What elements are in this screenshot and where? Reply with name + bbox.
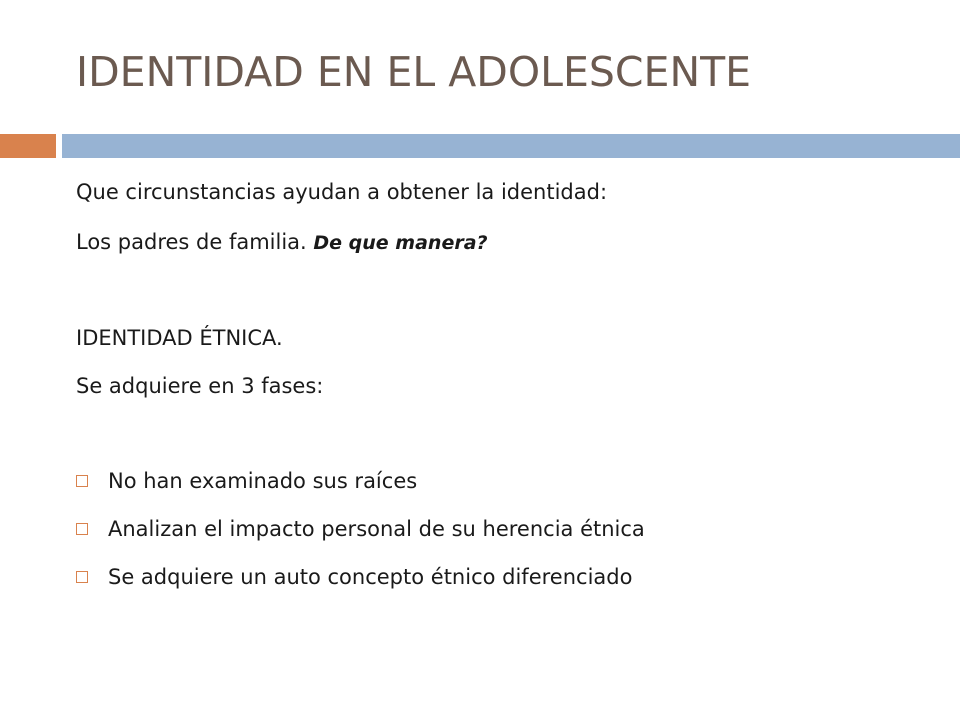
body-line-question: Que circunstancias ayudan a obtener la identidad: [76, 180, 608, 204]
bullet-text: Se adquiere un auto concepto étnico diferenciado [108, 565, 633, 589]
title-accent-bar-orange [0, 134, 56, 158]
bullet-item [76, 469, 417, 493]
body-line-heading: IDENTIDAD ÉTNICA. [76, 326, 283, 350]
body-line-phases: Se adquiere en 3 fases: [76, 374, 324, 398]
slide-title: IDENTIDAD EN EL ADOLESCENTE [76, 48, 752, 96]
square-bullet-icon [76, 475, 88, 487]
bullet-text: Analizan el impacto personal de su herencia étnica [108, 517, 645, 541]
body-line-parents [76, 230, 488, 254]
parents-text: Los padres de familia. [76, 230, 314, 254]
title-accent-bar-blue [62, 134, 960, 158]
square-bullet-icon [76, 523, 88, 535]
bullet-item [76, 517, 645, 541]
square-bullet-icon [76, 571, 88, 583]
bullet-item [76, 565, 632, 589]
bullet-text: No han examinado sus raíces [108, 469, 418, 493]
parents-emphasis: De que manera? [313, 232, 488, 254]
